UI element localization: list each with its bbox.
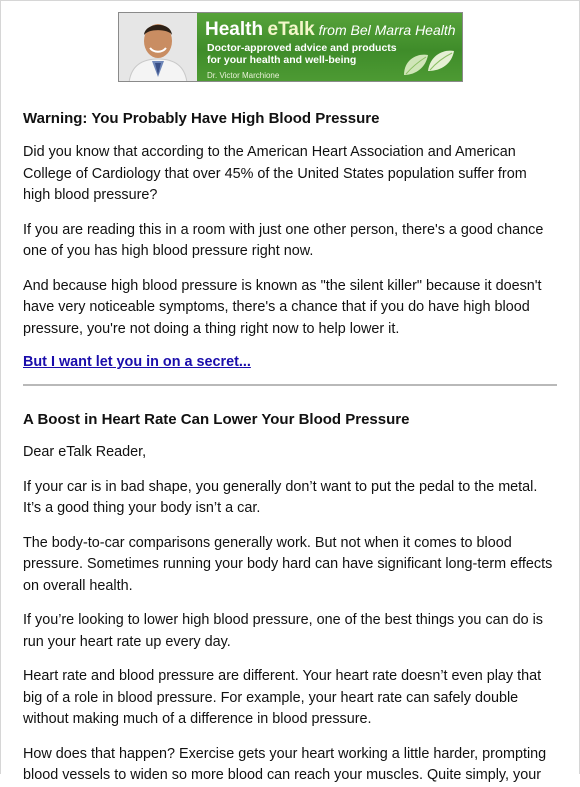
- secret-link[interactable]: But I want let you in on a secret...: [23, 354, 251, 370]
- brand-health: Health: [205, 19, 264, 40]
- brand-from: from Bel Marra Health: [314, 22, 456, 38]
- leaves-icon: [398, 45, 458, 79]
- article-title-blood-pressure: Warning: You Probably Have High Blood Pressure: [23, 110, 380, 127]
- article2-paragraph: Dear eTalk Reader,: [23, 444, 147, 460]
- article1-paragraph: If you are reading this in a room with just one other person, there's a good chance one of you has high blood pressure right now.: [23, 221, 544, 259]
- article-title-heart-rate: A Boost in Heart Rate Can Lower Your Blood Pressure: [23, 411, 410, 428]
- article2-paragraph: How does that happen? Exercise gets your heart working a little harder, prompting blood vessels to widen so more blood can reach your muscles. Quite simply, your: [23, 745, 547, 783]
- health-etalk-banner[interactable]: [118, 12, 463, 82]
- banner-doctor-name: Dr. Victor Marchione: [207, 71, 280, 80]
- article1-paragraph: Did you know that according to the American Heart Association and American College of Cardiology that over 45% of the United States population suffer from high blood pressure?: [23, 144, 527, 203]
- article2-paragraph: If you’re looking to lower high blood pressure, one of the best things you can do is run your heart rate up every day.: [23, 612, 543, 650]
- section-divider: [23, 384, 557, 386]
- brand-etalk: eTalk: [267, 19, 315, 40]
- article2-paragraph: Heart rate and blood pressure are different. Your heart rate doesn’t even play that big of a role in blood pressure. For example, your heart rate can safely double without making much of a difference in blood pressure.: [23, 668, 542, 727]
- banner-brand: [205, 19, 456, 41]
- article1-paragraph: And because high blood pressure is known as "the silent killer" because it doesn't have very noticeable symptoms, there's a chance that if you do have high blood pressure, you're not doing a thing right now to help lower it.: [23, 277, 542, 337]
- article2-paragraph: The body-to-car comparisons generally work. But not when it comes to blood pressure. Sometimes running your body hard can have significant long-term effects on overall health.: [23, 534, 553, 594]
- article2-paragraph: If your car is in bad shape, you generally don’t want to put the pedal to the metal. It’s a good thing your body isn’t a car.: [23, 478, 538, 516]
- doctor-photo: [119, 13, 197, 82]
- email-content: [23, 106, 557, 787]
- banner-tagline: Doctor-approved advice and products for your health and well-being: [207, 42, 397, 66]
